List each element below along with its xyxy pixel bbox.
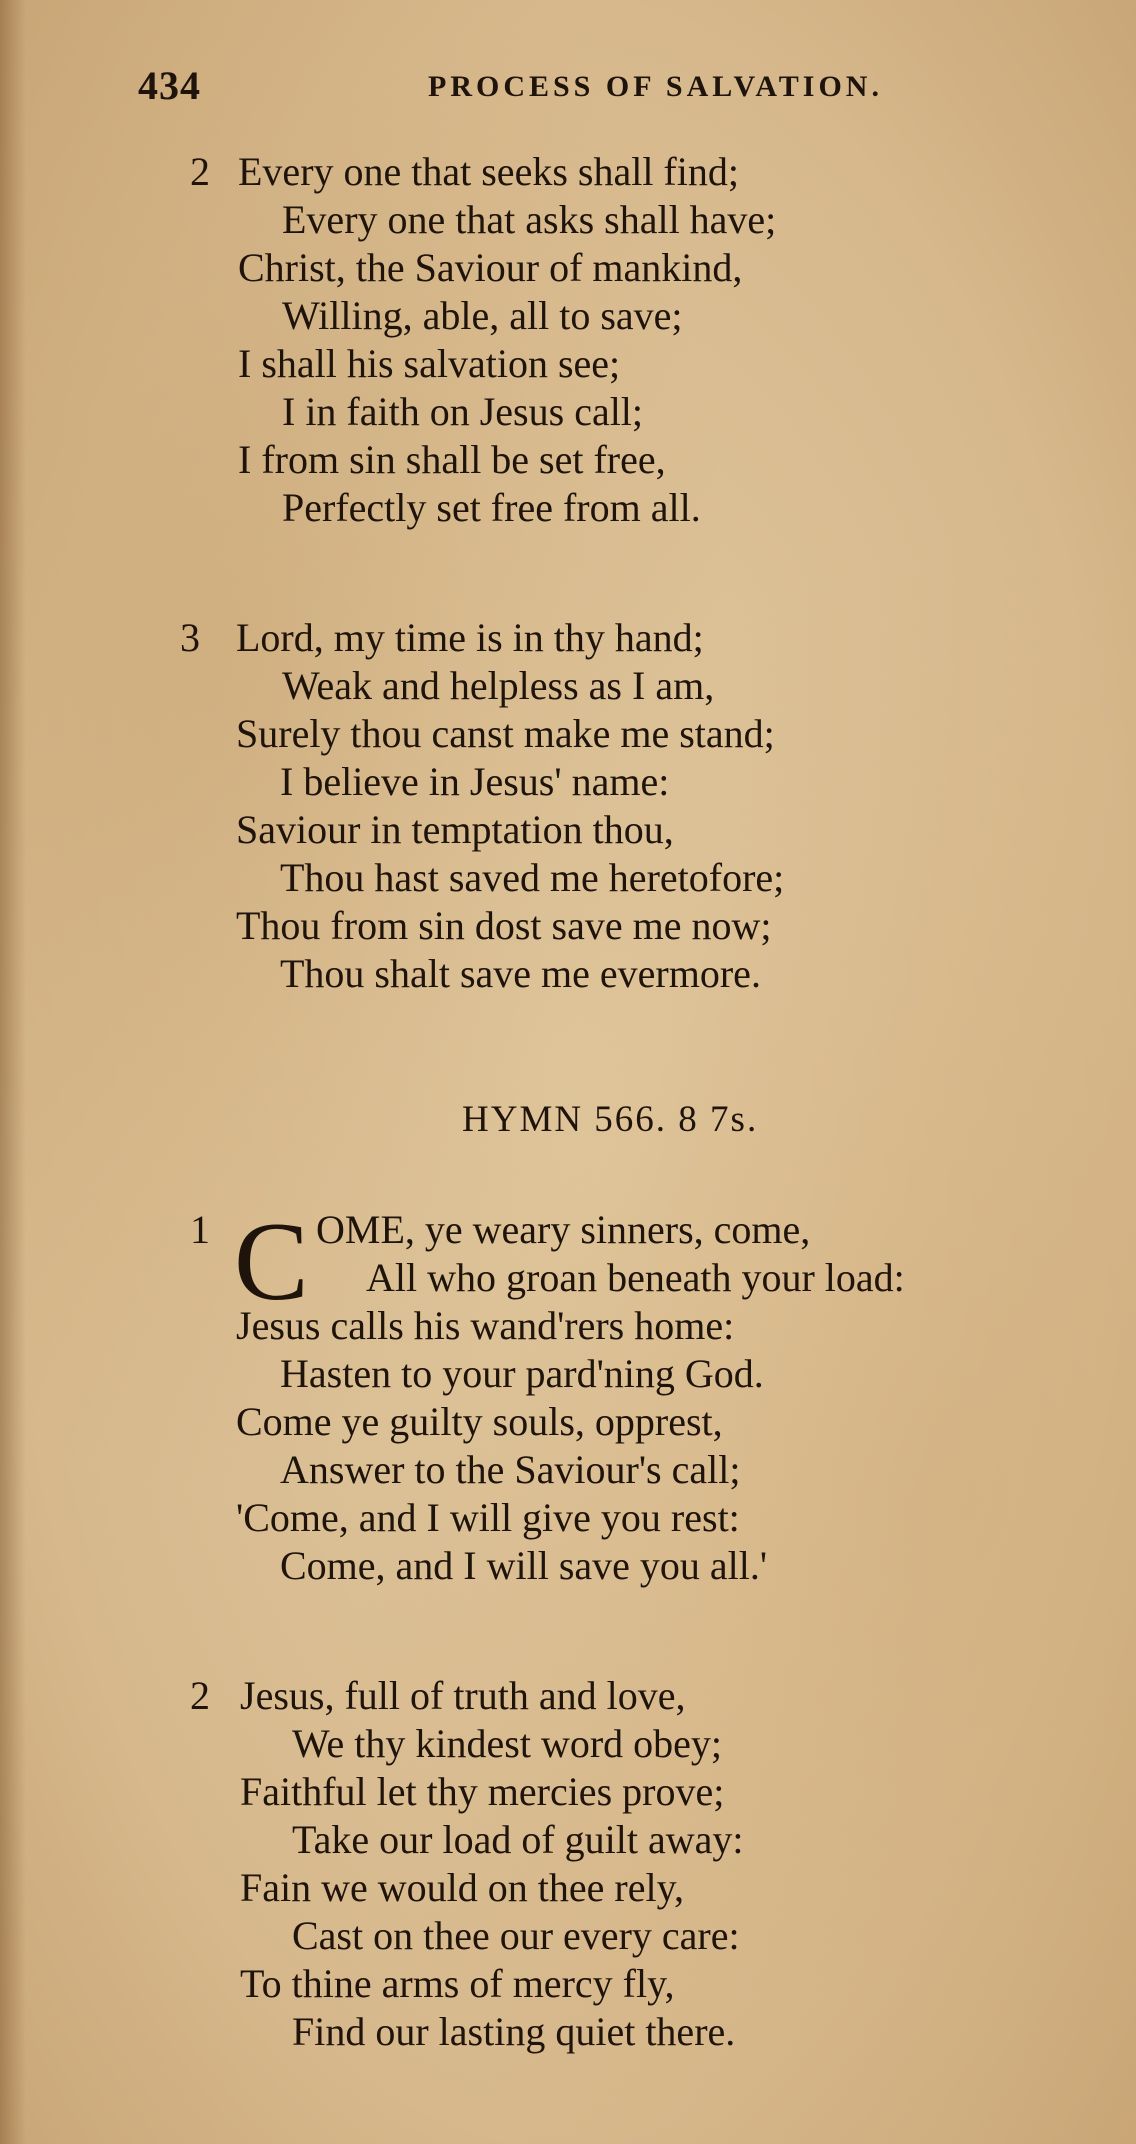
verse-line: Thou from sin dost save me now;	[236, 903, 772, 948]
verse-line: I from sin shall be set free,	[238, 437, 666, 482]
verse-line: Christ, the Saviour of mankind,	[238, 245, 743, 290]
verse-line: We thy kindest word obey;	[292, 1721, 723, 1766]
verse-line: Saviour in temptation thou,	[236, 807, 674, 852]
page-header	[138, 62, 958, 112]
verse-line: Perfectly set free from all.	[282, 485, 701, 530]
verse-line: Surely thou canst make me stand;	[236, 711, 775, 756]
verse-line: I believe in Jesus' name:	[280, 759, 670, 804]
verse-line: Jesus, full of truth and love,	[240, 1673, 686, 1718]
page-number: 434	[138, 63, 201, 108]
verse-line: OME, ye weary sinners, come,	[316, 1207, 811, 1252]
verse-line: Jesus calls his wand'rers home:	[236, 1303, 735, 1348]
verse-line: Cast on thee our every care:	[292, 1913, 740, 1958]
verse-line: Lord, my time is in thy hand;	[236, 615, 704, 660]
verse-line: Come ye guilty souls, opprest,	[236, 1399, 723, 1444]
verse-line: All who groan beneath your load:	[366, 1255, 905, 1300]
verse-line: Willing, able, all to save;	[282, 293, 683, 338]
verse-line: Every one that asks shall have;	[282, 197, 777, 242]
stanza-number: 2	[190, 149, 210, 194]
verse-line: Take our load of guilt away:	[292, 1817, 744, 1862]
drop-cap: C	[234, 1200, 309, 1324]
verse-line: I shall his salvation see;	[238, 341, 621, 386]
verse-line: Weak and helpless as I am,	[282, 663, 715, 708]
verse-line: Thou shalt save me evermore.	[280, 951, 761, 996]
verse-line: Come, and I will save you all.'	[280, 1543, 768, 1588]
verse-line: Fain we would on thee rely,	[240, 1865, 684, 1910]
verse-line: Faithful let thy mercies prove;	[240, 1769, 725, 1814]
page-gutter-shadow	[0, 0, 26, 2144]
running-head: PROCESS OF SALVATION.	[428, 70, 883, 103]
hymn-title: HYMN 566. 8 7s.	[462, 1099, 759, 1140]
verse-line: Hasten to your pard'ning God.	[280, 1351, 764, 1396]
verse-line: 'Come, and I will give you rest:	[236, 1495, 740, 1540]
verse-line: Every one that seeks shall find;	[238, 149, 739, 194]
stanza-number: 1	[190, 1207, 210, 1252]
stanza-number: 3	[180, 615, 200, 660]
verse-line: Find our lasting quiet there.	[292, 2009, 736, 2054]
verse-line: To thine arms of mercy fly,	[240, 1961, 675, 2006]
verse-line: I in faith on Jesus call;	[282, 389, 644, 434]
stanza-number: 2	[190, 1673, 210, 1718]
verse-line: Answer to the Saviour's call;	[280, 1447, 741, 1492]
verse-line: Thou hast saved me heretofore;	[280, 855, 785, 900]
